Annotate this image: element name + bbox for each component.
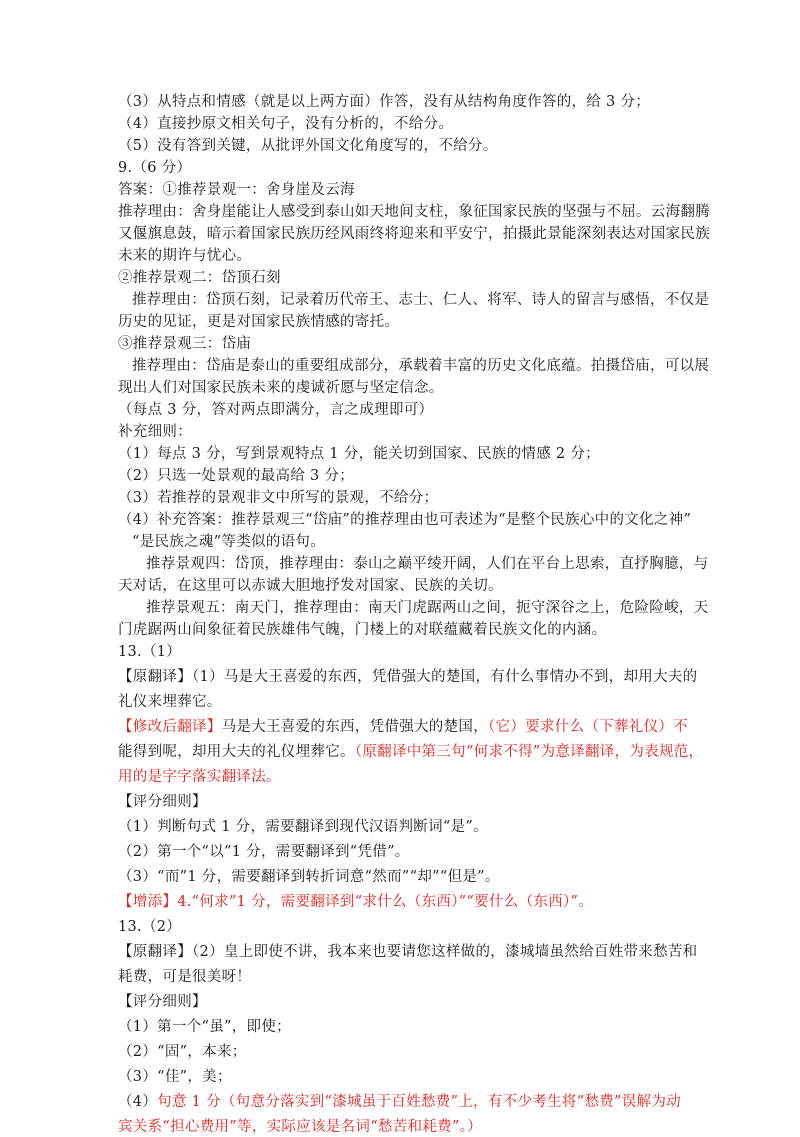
body-text: ③推荐景观三：岱庙 (118, 336, 252, 352)
red-annotation-text: 句意 1 分（句意分落实到“漆城虽于百姓愁费”上，有不少考生将“愁费”误解为动 (157, 1094, 681, 1110)
body-text: 【评分细则】 (118, 994, 207, 1010)
body-text: （1）判断句式 1 分，需要翻译到现代汉语判断词“是”。 (118, 819, 488, 835)
text-line (118, 92, 800, 112)
body-text: 推荐景观四：岱顶，推荐理由：泰山之巅平绫开阔，人们在平台上思索，直抒胸臆，与 (146, 556, 709, 572)
text-line (118, 444, 800, 464)
body-text: 马是大王喜爱的东西，凭借强大的楚国， (221, 719, 489, 735)
red-annotation-text: 用的是字字落实翻译法。 (118, 769, 281, 785)
body-text: 13.（1） (118, 644, 182, 660)
body-text: 礼仪来埋葬它。 (118, 694, 222, 710)
text-line (118, 967, 800, 987)
red-annotation-text: 宾关系“担心费用”等，实际应该是名词“愁苦和耗费”。） (118, 1119, 482, 1135)
text-line (118, 917, 800, 937)
text-line (118, 767, 800, 787)
red-annotation-text: （它）要求什么（下葬礼仪）不 (488, 719, 688, 735)
body-text: 天对话，在这里可以赤诚大胆地抒发对国家、民族的关切。 (118, 578, 503, 594)
body-text: 未来的期许与忧心。 (118, 248, 252, 264)
text-line (118, 246, 800, 266)
body-text: 门虎踞两山间象征着民族雄伟气魄，门楼上的对联蕴藏着民族文化的内涵。 (118, 622, 607, 638)
text-line (118, 158, 800, 178)
red-annotation-text: 【增添】4.“何求”1 分，需要翻译到“求什么（东西）”“要什么（东西）”。 (118, 894, 594, 910)
body-text: ②推荐景观二：岱顶石刻 (118, 270, 281, 286)
body-text: （4）补充答案：推荐景观三“岱庙”的推荐理由也可表述为“是整个民族心中的文化之神” (118, 512, 692, 528)
text-line (118, 1017, 800, 1037)
body-text: 现出人们对国家民族未来的虔诚祈愿与坚定信念。 (118, 380, 444, 396)
text-line (132, 290, 800, 310)
text-line (118, 422, 800, 442)
text-line (118, 867, 800, 887)
text-line (118, 892, 800, 912)
text-line (118, 717, 800, 737)
body-text: 【原翻译】（2）皇上即使不讲，我本来也要请您这样做的，漆城墙虽然给百姓带来愁苦和 (118, 944, 698, 960)
body-text: （3）若推荐的景观非文中所写的景观，不给分； (118, 490, 439, 506)
text-line (118, 224, 800, 244)
body-text: 【评分细则】 (118, 794, 207, 810)
body-text: （3）“佳”，美； (118, 1069, 232, 1085)
body-text: （1）每点 3 分，写到景观特点 1 分，能关切到国家、民族的情感 2 分； (118, 446, 600, 462)
body-text: 耗费，可是很美呀！ (118, 969, 252, 985)
text-line (118, 334, 800, 354)
text-line (118, 136, 800, 156)
body-text: 补充细则： (118, 424, 192, 440)
body-text: （每点 3 分，答对两点即满分，言之成理即可） (118, 402, 434, 418)
text-line (118, 488, 800, 508)
text-line (132, 356, 800, 376)
text-line (146, 598, 800, 618)
text-line (118, 202, 800, 222)
body-text: 【原翻译】（1）马是大王喜爱的东西，凭借强大的楚国，有什么事情办不到，却用大夫的 (118, 669, 698, 685)
text-line (118, 378, 800, 398)
body-text: （3）从特点和情感（就是以上两方面）作答，没有从结构角度作答的，给 3 分； (118, 94, 651, 110)
text-line (118, 466, 800, 486)
text-line (118, 576, 800, 596)
body-text: （4） (118, 1094, 158, 1110)
text-line (146, 554, 800, 574)
text-line (118, 510, 800, 530)
text-line (118, 692, 800, 712)
body-text: 历史的见证，更是对国家民族情感的寄托。 (118, 314, 400, 330)
body-text: （2）只选一处景观的最高给 3 分； (118, 468, 355, 484)
red-annotation-text: 【修改后翻译】 (118, 719, 222, 735)
body-text: 推荐理由：岱顶石刻，记录着历代帝王、志士、仁人、将军、诗人的留言与感悟，不仅是 (132, 292, 710, 308)
text-line (118, 114, 800, 134)
body-text: 答案：①推荐景观一：舍身崖及云海 (118, 182, 355, 198)
body-text: 推荐景观五：南天门，推荐理由：南天门虎踞两山之间，扼守深谷之上，危险险峻，天 (146, 600, 709, 616)
text-line (118, 792, 800, 812)
body-text: （5）没有答到关键，从批评外国文化角度写的，不给分。 (118, 138, 498, 154)
body-text: 13.（2） (118, 919, 182, 935)
text-line (118, 817, 800, 837)
body-text: “是民族之魂”等类似的语句。 (132, 534, 326, 550)
text-line (118, 642, 800, 662)
text-line (132, 532, 800, 552)
text-line (118, 1042, 800, 1062)
text-line (118, 268, 800, 288)
text-line (118, 1092, 800, 1112)
body-text: （2）“固”，本来； (118, 1044, 247, 1060)
text-line (118, 312, 800, 332)
body-text: 又偃旗息鼓，暗示着国家民族历经风雨终将迎来和平安宁，拍摄此景能深刻表达对国家民族 (118, 226, 710, 242)
text-line (118, 842, 800, 862)
body-text: （3）“而”1 分，需要翻译到转折词意“然而”“却”“但是”。 (118, 869, 500, 885)
text-line (118, 620, 800, 640)
text-line (118, 400, 800, 420)
body-text: 推荐理由：舍身崖能让人感受到泰山如天地间支柱，象征国家民族的坚强与不屈。云海翻腾 (118, 204, 710, 220)
body-text: 推荐理由：岱庙是泰山的重要组成部分，承载着丰富的历史文化底蕴。拍摄岱庙，可以展 (132, 358, 710, 374)
text-line (118, 942, 800, 962)
text-line (118, 742, 800, 762)
text-line (118, 667, 800, 687)
text-line (118, 1067, 800, 1087)
red-annotation-text: （原翻译中第三句“何求不得”为意译翻译，为表规范， (354, 744, 704, 760)
text-line (118, 180, 800, 200)
body-text: 能得到呢，却用大夫的礼仪埋葬它。 (118, 744, 355, 760)
text-line (118, 992, 800, 1012)
body-text: （4）直接抄原文相关句子，没有分析的，不给分。 (118, 116, 454, 132)
body-text: （2）第一个“以”1 分，需要翻译到“凭借”。 (118, 844, 410, 860)
text-line (118, 1117, 800, 1137)
body-text: 9.（6 分） (118, 160, 192, 176)
body-text: （1）第一个“虽”，即使； (118, 1019, 291, 1035)
